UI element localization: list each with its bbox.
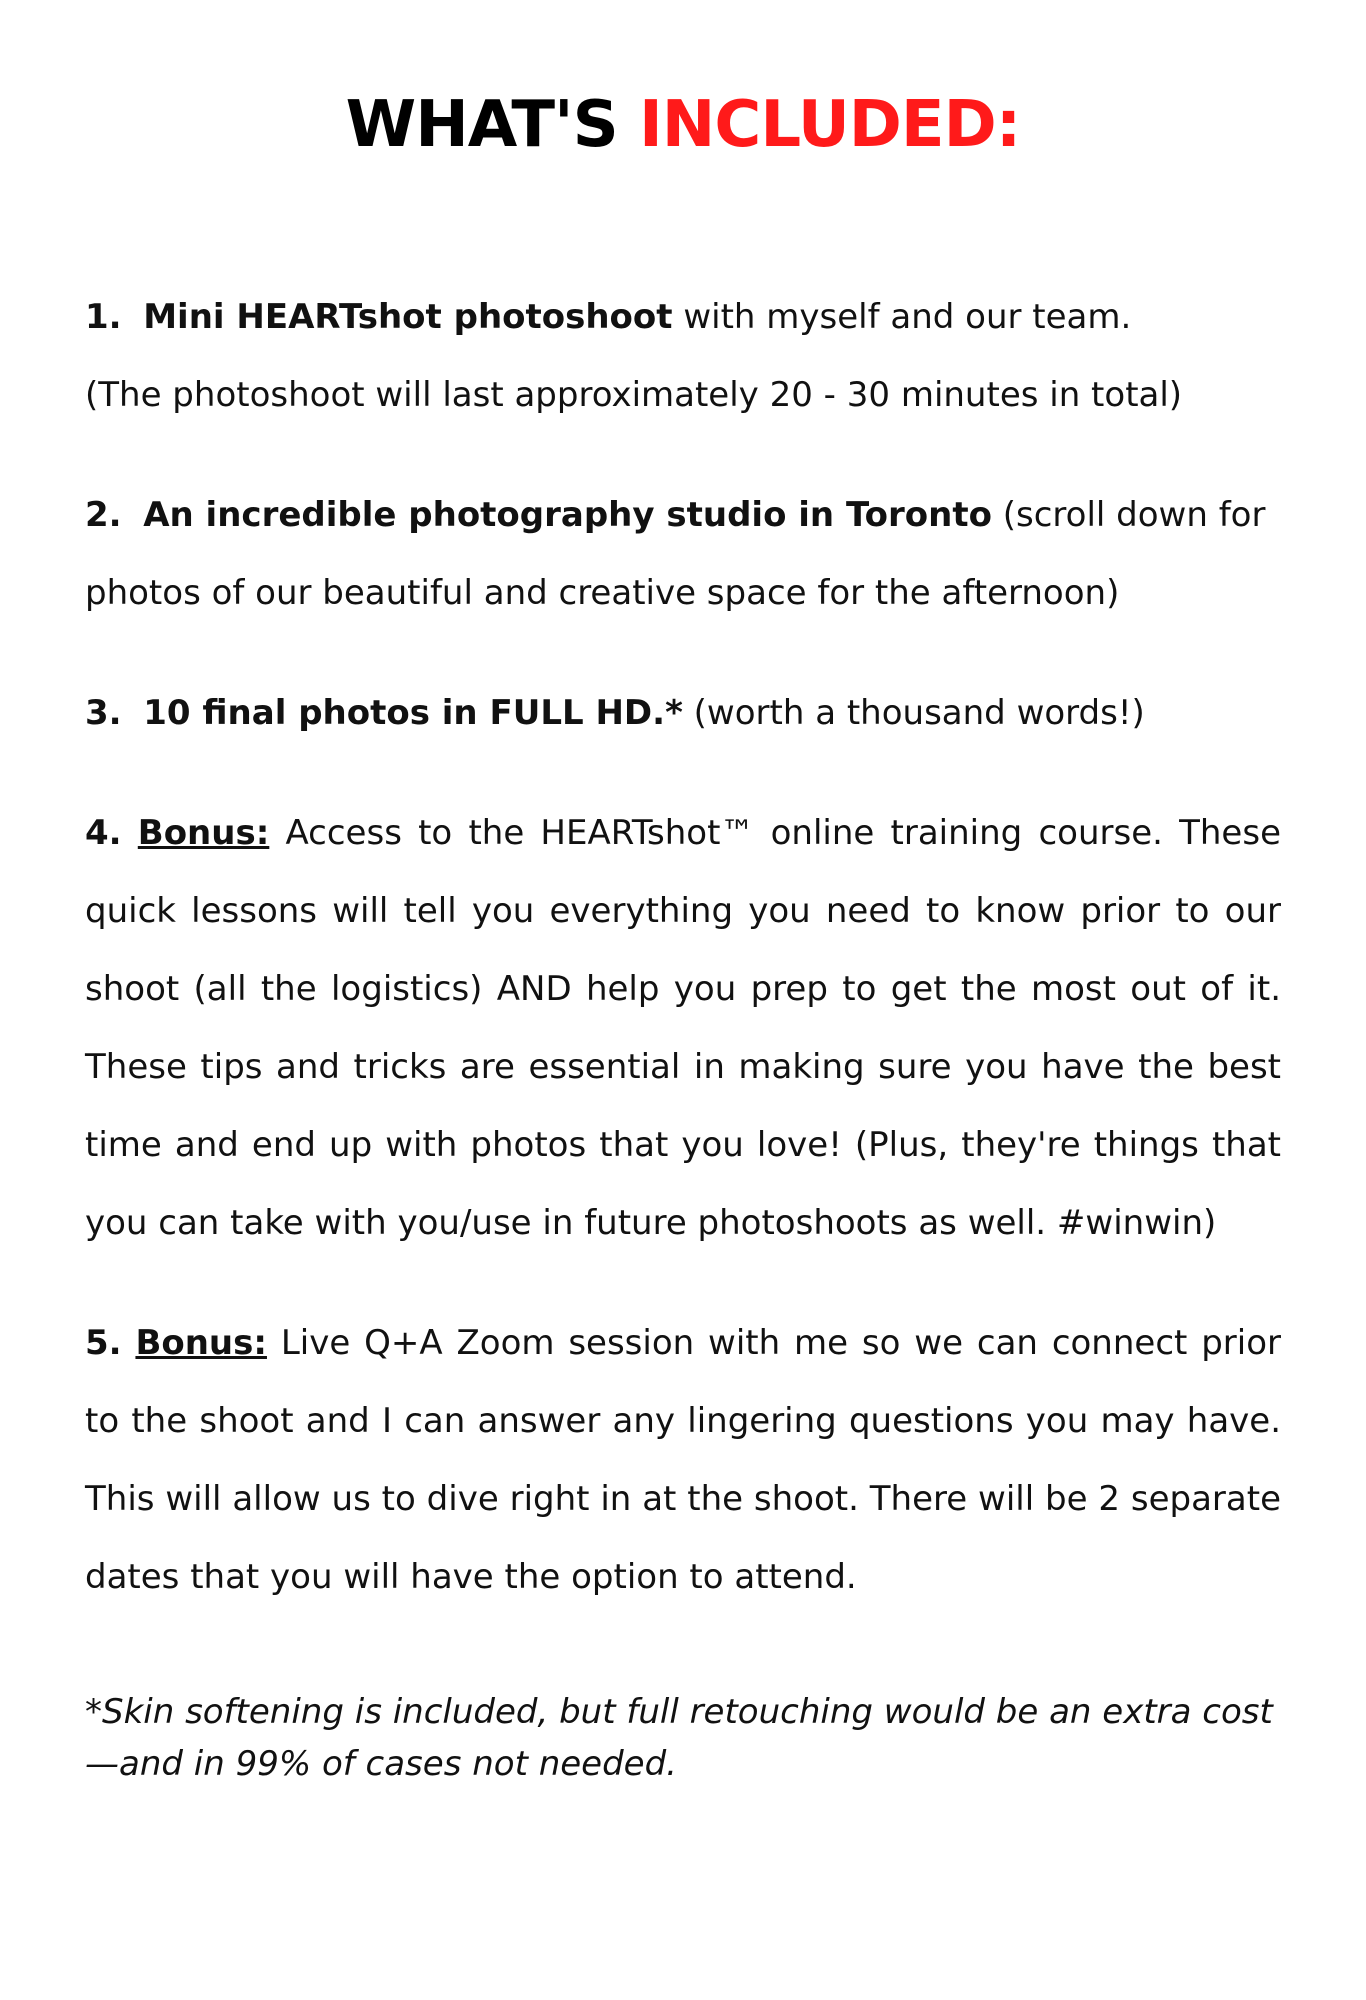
- item-number: 5.: [85, 1323, 122, 1364]
- footnote: *Skin softening is included, but full retouching would be an extra cost—and in 99% of cases not needed.: [85, 1692, 1273, 1785]
- included-list: [85, 278, 1281, 1616]
- item-number: 1.: [85, 297, 122, 338]
- list-item-5: [85, 1304, 1281, 1616]
- item-1-lead: Mini HEARTshot photoshoot: [143, 297, 673, 338]
- page-title: [85, 0, 1281, 160]
- item-5-text: Live Q+A Zoom session with me so we can connect prior to the shoot and I can answer any lingering questions you may have. This will allow us to dive right in at the shoot. There will be 2 separate dates that you will have the option to attend.: [85, 1323, 1281, 1598]
- item-3-text: (worth a thousand words!): [682, 693, 1145, 734]
- item-4-text: Access to the HEARTshot™ online training course. These quick lessons will tell you everything you need to know prior to our shoot (all the logistics) AND help you prep to get the most out of it. These tips and tricks are essential in making sure you have the best time and end up with photos that you love! (Plus, they're things that you can take with you/use in future photoshoots as well. #winwin): [85, 813, 1281, 1244]
- title-part-included: INCLUDED:: [638, 88, 1021, 162]
- item-number: 3.: [85, 693, 122, 734]
- list-item-1: [85, 278, 1281, 434]
- item-number: 4.: [85, 813, 122, 854]
- list-item-4: [85, 794, 1281, 1262]
- bonus-label: Bonus:: [137, 813, 270, 854]
- list-item-3: [85, 674, 1281, 752]
- list-item-2: [85, 476, 1281, 632]
- title-part-whats: WHAT'S: [345, 88, 639, 162]
- item-number: 2.: [85, 495, 122, 536]
- bonus-label: Bonus:: [135, 1323, 267, 1364]
- item-2-text: (scroll down for photos of our beautiful and creative space for the afternoon): [85, 495, 1266, 614]
- item-1-text: with myself and our team.: [672, 297, 1132, 338]
- item-2-lead: An incredible photography studio in Toronto: [143, 495, 992, 536]
- item-1-line-2: (The photoshoot will last approximately 20 - 30 minutes in total): [85, 375, 1183, 416]
- item-1-line-1: [85, 278, 1281, 356]
- item-3-lead: 10 final photos in FULL HD.*: [143, 693, 683, 734]
